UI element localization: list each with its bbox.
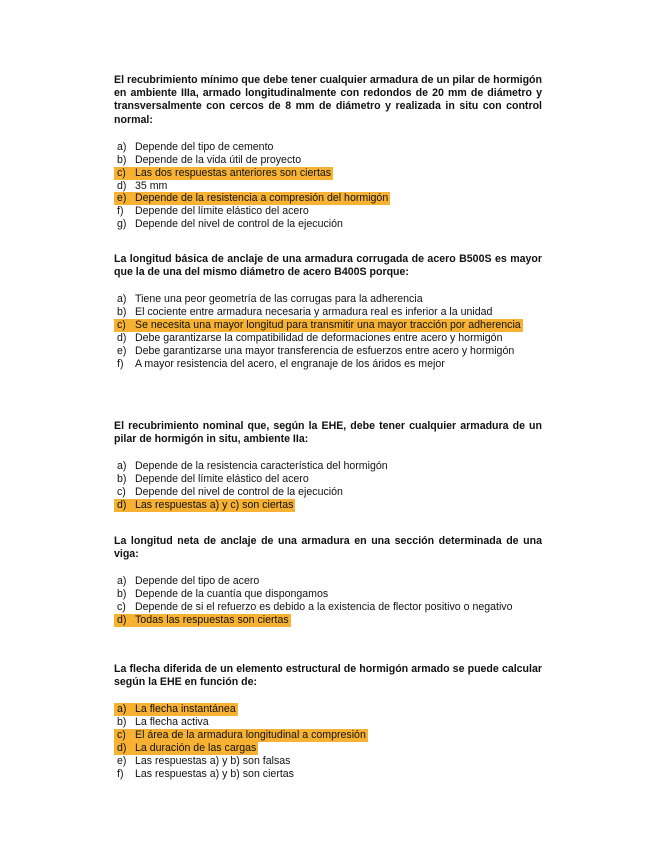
option-letter: a) [117,140,127,153]
option-text: Depende de si el refuerzo es debido a la existencia de flector positivo o negativo [135,601,513,614]
option-letter: e) [117,192,127,205]
option-text: Las respuestas a) y c) son ciertas [135,499,294,512]
answer-option [114,358,542,371]
answer-option [114,588,542,601]
option-letter: e) [117,755,127,768]
option-letter: b) [117,716,127,729]
option-text: Debe garantizarse una mayor transferencia de esfuerzos entre acero y hormigón [135,345,515,358]
option-text: Todas las respuestas son ciertas [135,614,289,627]
option-text: Depende de la cuantía que dispongamos [135,588,329,601]
answer-option [114,293,542,306]
answer-option [114,218,542,231]
option-letter: f) [117,357,124,370]
option-text: Las respuestas a) y b) son falsas [135,755,291,768]
answer-option-highlighted [114,192,390,205]
option-text: El área de la armadura longitudinal a compresión [135,729,366,742]
question-3 [114,420,542,512]
answer-option-highlighted [114,742,258,755]
answer-option [114,575,542,588]
option-letter: b) [117,473,127,486]
question-text: La longitud básica de anclaje de una armadura corrugada de acero B500S es mayor que la de una del mismo diámetro de acero B400S porque: [114,253,542,279]
answer-options [114,460,542,512]
option-text: El cociente entre armadura necesaria y armadura real es inferior a la unidad [135,306,493,319]
answer-option [114,460,542,473]
answer-option [114,768,542,781]
option-letter: e) [117,345,127,358]
option-letter: c) [117,486,126,499]
option-letter: d) [117,332,127,345]
option-letter: a) [117,460,127,473]
answer-option [114,180,542,193]
question-2 [114,253,542,371]
option-text: Tiene una peor geometría de las corrugas para la adherencia [135,293,423,306]
option-text: Depende del nivel de control de la ejecución [135,218,343,231]
answer-option [114,332,542,345]
option-letter: c) [117,319,126,332]
answer-option [114,345,542,358]
question-1 [114,74,542,231]
option-text: Se necesita una mayor longitud para transmitir una mayor tracción por adherencia [135,319,521,332]
question-text: El recubrimiento nominal que, según la EHE, debe tener cualquier armadura de un pilar de hormigón in situ, ambiente IIa: [114,420,542,446]
option-text: Depende de la vida útil de proyecto [135,153,302,166]
option-letter: d) [117,742,127,755]
answer-option-highlighted [114,499,295,512]
answer-option-highlighted [114,729,368,742]
answer-option-highlighted [114,167,333,180]
answer-option-highlighted [114,319,523,332]
answer-option [114,306,542,319]
answer-option-highlighted [114,703,238,716]
option-text: Depende del nivel de control de la ejecución [135,486,343,499]
answer-options [114,575,542,627]
option-text: Depende de la resistencia a compresión del hormigón [135,192,389,205]
option-text: Las dos respuestas anteriores son ciertas [135,166,332,179]
answer-options [114,703,542,780]
answer-option [114,716,542,729]
option-text: A mayor resistencia del acero, el engranaje de los áridos es mejor [135,357,445,370]
answer-option [114,473,542,486]
option-letter: c) [117,729,126,742]
option-letter: d) [117,499,127,512]
option-letter: d) [117,179,127,192]
option-text: 35 mm [135,179,168,192]
option-letter: a) [117,703,127,716]
answer-options [114,293,542,370]
answer-option-highlighted [114,614,291,627]
option-text: La flecha activa [135,716,209,729]
option-letter: c) [117,601,126,614]
answer-option [114,486,542,499]
option-letter: b) [117,588,127,601]
option-letter: f) [117,767,124,780]
answer-option [114,755,542,768]
option-text: Debe garantizarse la compatibilidad de deformaciones entre acero y hormigón [135,332,503,345]
option-letter: a) [117,575,127,588]
option-text: Depende del límite elástico del acero [135,205,309,218]
answer-option [114,601,542,614]
option-letter: c) [117,166,126,179]
answer-options [114,141,542,231]
option-text: Depende del límite elástico del acero [135,473,309,486]
option-text: La duración de las cargas [135,742,257,755]
question-4 [114,535,542,627]
question-text: El recubrimiento mínimo que debe tener cualquier armadura de un pilar de hormigón en ambiente IIIa, armado longitudinalmente con redondos de 20 mm de diámetro y transversalmente con cercos de 8 mm de diámetro y realizada in situ con control normal: [114,74,542,126]
option-letter: b) [117,306,127,319]
option-text: Depende del tipo de cemento [135,140,274,153]
option-letter: a) [117,293,127,306]
question-5 [114,663,542,781]
option-text: Las respuestas a) y b) son ciertas [135,767,294,780]
option-letter: d) [117,614,127,627]
option-letter: g) [117,218,127,231]
option-letter: f) [117,205,124,218]
option-text: Depende de la resistencia característica del hormigón [135,460,388,473]
answer-option [114,141,542,154]
option-letter: b) [117,153,127,166]
answer-option [114,154,542,167]
option-text: Depende del tipo de acero [135,575,260,588]
option-text: La flecha instantánea [135,703,236,716]
question-text: La flecha diferida de un elemento estructural de hormigón armado se puede calcular según la EHE en función de: [114,663,542,689]
question-text: La longitud neta de anclaje de una armadura en una sección determinada de una viga: [114,535,542,561]
answer-option [114,205,542,218]
